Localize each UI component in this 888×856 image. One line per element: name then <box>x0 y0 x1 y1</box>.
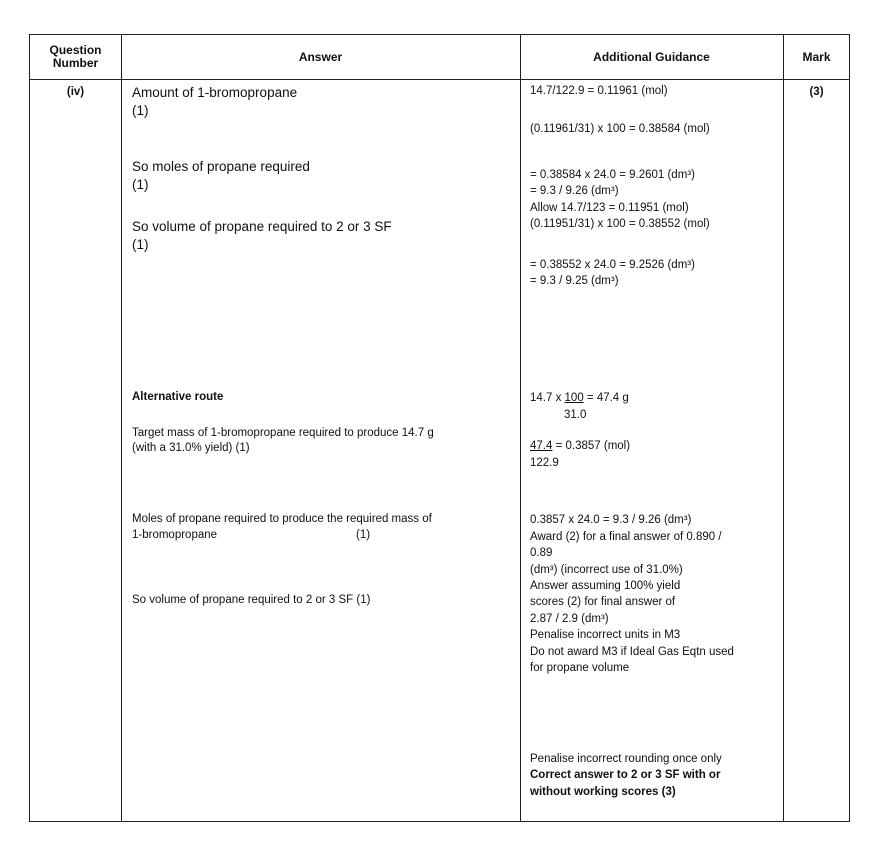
answer-step-3: So volume of propane required to 2 or 3 SF <box>132 219 392 234</box>
correct-answer-note: Correct answer to 2 or 3 SF with or <box>530 769 721 781</box>
guidance-line: Penalise incorrect units in M3 <box>530 629 681 641</box>
guidance-line: Do not award M3 if Ideal Gas Eqtn used <box>530 646 734 658</box>
alt-calc-mass-numerator: 100 <box>564 392 584 404</box>
penalty-note: Penalise incorrect rounding once only <box>530 753 722 765</box>
alt-calc-moles-numerator: 47.4 <box>530 440 553 452</box>
guidance-line: (0.11961/31) x 100 = 0.38584 (mol) <box>530 123 710 135</box>
guidance-line: = 0.38584 x 24.0 = 9.2601 (dm³) <box>530 169 695 181</box>
guidance-line: 2.87 / 2.9 (dm³) <box>530 613 609 625</box>
answer-step-1: Amount of 1-bromopropane <box>132 85 298 100</box>
alt-step-2-line-2: 1-bromopropane <box>132 529 218 541</box>
guidance-line: = 0.38552 x 24.0 = 9.2526 (dm³) <box>530 259 695 271</box>
alt-step-2-mark: (1) <box>356 529 371 541</box>
guidance-line: 0.89 <box>530 547 553 559</box>
guidance-line: Allow 14.7/123 = 0.11951 (mol) <box>530 202 689 214</box>
alt-calc-moles-denominator: 122.9 <box>530 457 559 469</box>
guidance-line: (dm³) (incorrect use of 31.0%) <box>530 564 683 576</box>
guidance-line: 0.3857 x 24.0 = 9.3 / 9.26 (dm³) <box>530 514 692 526</box>
column-divider <box>520 35 521 821</box>
question-number-cell: (iv) <box>66 86 85 98</box>
guidance-line: scores (2) for final answer of <box>530 596 676 608</box>
guidance-line: (0.11951/31) x 100 = 0.38552 (mol) <box>530 218 710 230</box>
answer-step-2-mark: (1) <box>132 177 149 192</box>
alt-calc-moles <box>530 440 630 452</box>
guidance-line: = 9.3 / 9.25 (dm³) <box>530 275 619 287</box>
alt-calc-moles-result: = 0.3857 (mol) <box>552 440 631 452</box>
alt-step-1-line-2: (with a 31.0% yield) (1) <box>132 442 250 454</box>
alt-step-3: So volume of propane required to 2 or 3 SF (1) <box>132 594 371 606</box>
column-divider <box>783 35 784 821</box>
column-divider <box>121 35 122 821</box>
header-mark: Mark <box>802 49 831 64</box>
answer-step-3-mark: (1) <box>132 237 149 252</box>
guidance-line: for propane volume <box>530 662 630 674</box>
alt-step-2-line-1: Moles of propane required to produce the required mass of <box>132 513 432 525</box>
guidance-line: = 9.3 / 9.26 (dm³) <box>530 185 619 197</box>
alternative-route-heading: Alternative route <box>132 391 224 403</box>
guidance-line: Answer assuming 100% yield <box>530 580 681 592</box>
header-answer: Answer <box>298 49 343 64</box>
guidance-line: Award (2) for a final answer of 0.890 / <box>530 531 722 543</box>
answer-step-2: So moles of propane required <box>132 159 310 174</box>
header-additional-guidance: Additional Guidance <box>593 49 710 64</box>
alt-step-1-line-1: Target mass of 1-bromopropane required to produce 14.7 g <box>132 427 434 439</box>
alt-calc-mass-result: = 47.4 g <box>583 392 629 404</box>
header-question-number: Question Number <box>49 43 102 70</box>
mark-cell: (3) <box>809 86 824 98</box>
answer-step-1-mark: (1) <box>132 103 149 118</box>
alt-calc-mass-prefix: 14.7 x <box>530 392 565 404</box>
mark-scheme-table <box>29 34 850 822</box>
correct-answer-note: without working scores (3) <box>530 786 676 798</box>
alt-calc-mass-denominator: 31.0 <box>564 409 587 421</box>
alt-calc-mass <box>530 392 629 404</box>
header-divider <box>30 79 849 80</box>
guidance-line: 14.7/122.9 = 0.11961 (mol) <box>530 85 668 97</box>
